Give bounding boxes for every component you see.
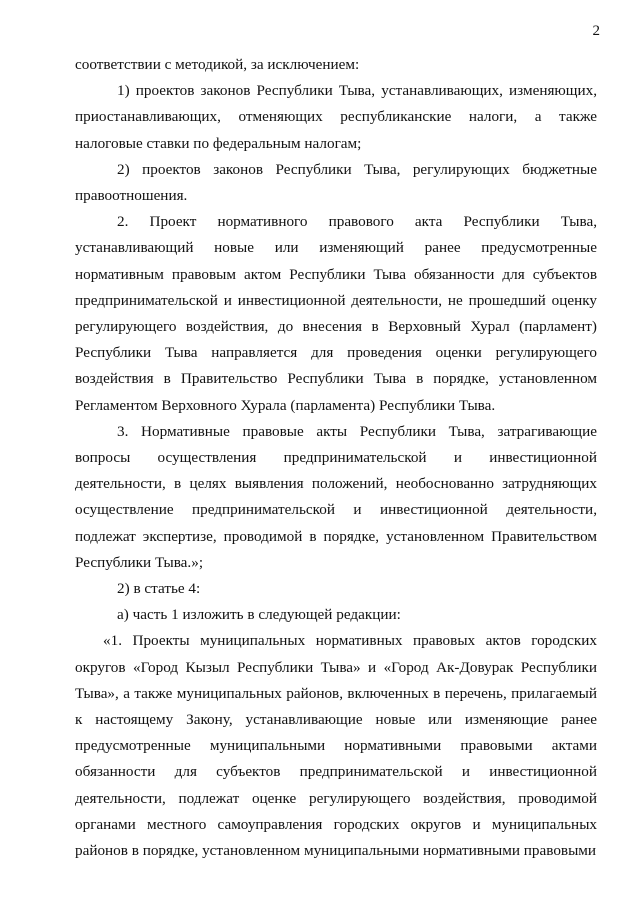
page-number: 2	[592, 23, 600, 39]
paragraph-clause-3: 3. Нормативные правовые акты Республики Тыва, затрагивающие вопросы осуществления предпринимательской и инвестиционной деятельности, в целях выявления положений, необоснованно затрудняющих осуществление предпринимательской и инвестиционной деятельности, подлежат экспертизе, проводимой в порядке, установленном Правительством Республики Тыва.»;	[75, 422, 597, 571]
paragraph-continuation: соответствии с методикой, за исключением:	[75, 56, 360, 73]
paragraph-article-4-heading: 2) в статье 4:	[117, 580, 201, 598]
paragraph-item-2-budget-laws: 2) проектов законов Республики Тыва, регулирующих бюджетные правоотношения.	[75, 160, 597, 205]
paragraph-clause-2: 2. Проект нормативного правового акта Республики Тыва, устанавливающий новые или изменяющий ранее предусмотренные нормативным правовым актом Республики Тыва обязанности для субъектов предпринимательской и инвестиционной деятельности, не прошедший оценку регулирующего воздействия, до внесения в Верховный Хурал (парламент) Республики Тыва направляется для проведения оценки регулирующего воздействия в Правительство Республики Тыва в порядке, установленном Регламентом Верховного Хурала (парламента) Республики Тыва.	[75, 213, 597, 414]
paragraph-part-1-instruction: а) часть 1 изложить в следующей редакции:	[117, 606, 401, 624]
paragraph-quoted-part-1: «1. Проекты муниципальных нормативных правовых актов городских округов «Город Кызыл Республики Тыва» и «Город Ак-Довурак Республики Тыва», а также муниципальных районов, включенных в перечень, прилагаемый к настоящему Закону, устанавливающие новые или изменяющие ранее предусмотренные муниципальными нормативными правовыми актами обязанности для субъектов предпринимательской и инвестиционной деятельности, подлежат оценке регулирующего воздействия, проводимой органами местного самоуправления городских округов и муниципальных районов в порядке, установленном муниципальными нормативными правовыми	[75, 632, 597, 860]
document-body	[75, 52, 597, 864]
paragraph-item-1-tax-laws: 1) проектов законов Республики Тыва, устанавливающих, изменяющих, приостанавливающих, отменяющих республиканские налоги, а также налоговые ставки по федеральным налогам;	[75, 82, 597, 152]
